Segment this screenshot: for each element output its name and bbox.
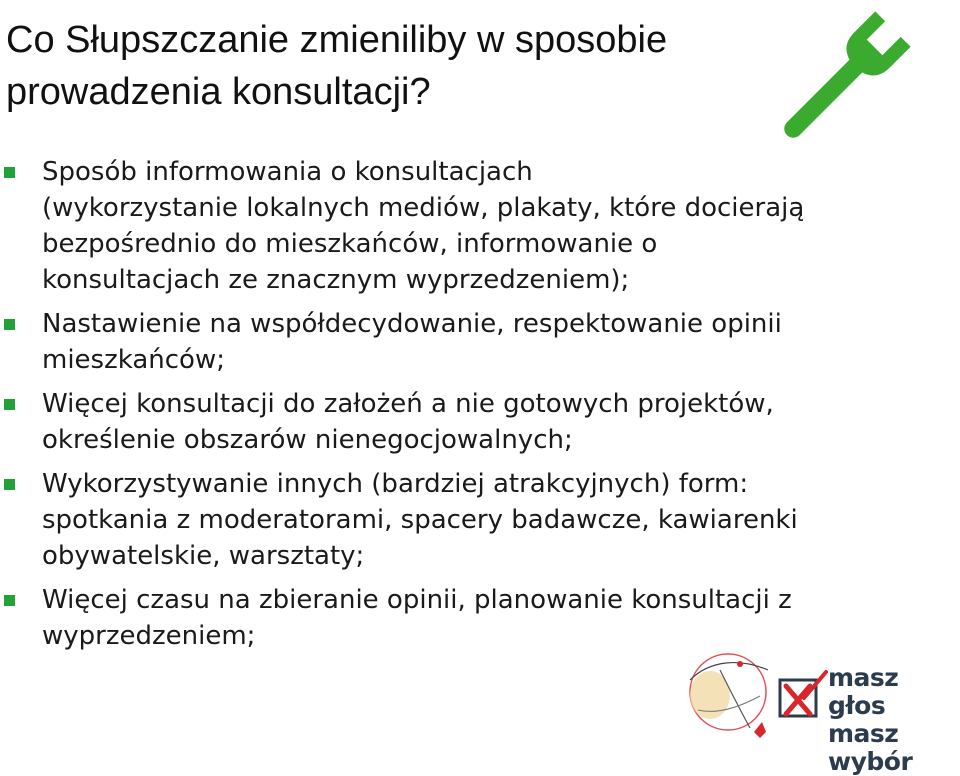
square-bullet-icon <box>4 319 15 330</box>
bullet-line: Nastawienie na współdecydowanie, respektowanie opinii <box>42 309 782 339</box>
bullet-item <box>0 306 940 378</box>
bullet-line: Więcej czasu na zbieranie opinii, planowanie konsultacji z <box>42 585 792 615</box>
bullet-line: mieszkańców; <box>42 345 225 375</box>
square-bullet-icon <box>4 595 15 606</box>
bullet-line: Więcej konsultacji do założeń a nie gotowych projektów, <box>42 389 774 419</box>
slide-title-line-1: Co Słupszczanie zmieniliby w sposobie <box>6 19 668 61</box>
square-bullet-icon <box>4 399 15 410</box>
bullet-item <box>0 386 940 458</box>
brand-text <box>828 664 960 776</box>
bullet-line: Sposób informowania o konsultacjach <box>42 157 533 187</box>
bullet-line: Wykorzystywanie innych (bardziej atrakcyjnych) form: <box>42 469 749 499</box>
bullet-line: konsultacjach ze znacznym wyprzedzeniem); <box>42 265 630 295</box>
bullet-item <box>0 154 940 298</box>
bullet-line: bezpośrednio do mieszkańców, informowanie o <box>42 229 658 259</box>
bullet-line: wyprzedzeniem; <box>42 621 256 651</box>
bullet-line: (wykorzystanie lokalnych mediów, plakaty, które docierają <box>42 193 805 223</box>
bullet-list <box>0 154 940 662</box>
bullet-line: określenie obszarów nienegocjowalnych; <box>42 425 573 455</box>
slide-title <box>6 14 766 118</box>
bullet-line: obywatelskie, warsztaty; <box>42 541 365 571</box>
bullet-line: spotkania z moderatorami, spacery badawcze, kawiarenki <box>42 505 798 535</box>
partner-logo-icon <box>680 640 780 740</box>
brand-line-2: masz wybór <box>828 719 913 776</box>
footer-logos <box>680 640 960 776</box>
square-bullet-icon <box>4 479 15 490</box>
brand-line-1: masz głos <box>828 663 899 720</box>
bullet-item <box>0 466 940 574</box>
slide-title-line-2: prowadzenia konsultacji? <box>6 71 431 113</box>
masz-glos-masz-wybor-logo <box>776 662 960 776</box>
ballot-check-icon <box>776 668 828 722</box>
wrench-icon <box>772 0 922 150</box>
square-bullet-icon <box>4 167 15 178</box>
